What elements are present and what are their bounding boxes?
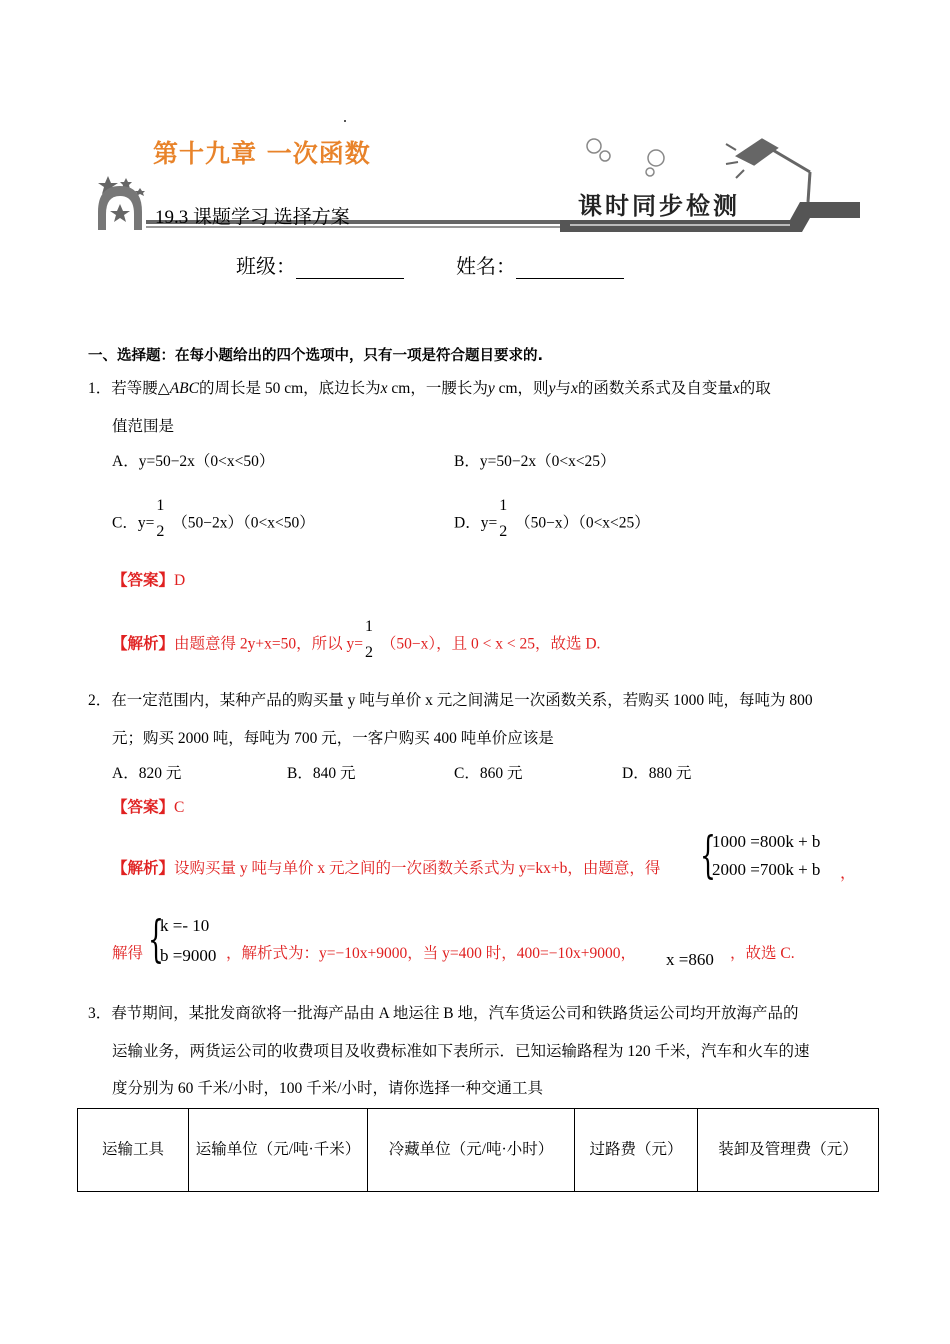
name-field[interactable]: [516, 256, 624, 279]
q2-option-b[interactable]: B．840 元: [287, 765, 356, 782]
fee-table: [77, 1108, 879, 1192]
fraction: 1 2: [156, 497, 165, 540]
q1-option-d[interactable]: D．y= 1 2 （50−x）（0<x<25）: [454, 497, 650, 540]
banner-title: 课时同步检测: [578, 191, 740, 220]
q2-option-a[interactable]: A．820 元: [112, 765, 182, 782]
part-title: 一、选择题：在每小题给出的四个选项中，只有一项是符合题目要求的.: [88, 348, 544, 364]
q1-option-b[interactable]: B．y=50−2x（0<x<25）: [454, 453, 616, 470]
table-row: [78, 1109, 879, 1192]
q2-option-d[interactable]: D．880 元: [622, 765, 692, 782]
q2-analysis: 【解析】设购买量 y 吨与单价 x 元之间的一次函数关系式为 y=kx+b，由题意，得: [112, 860, 661, 877]
bubble-icon: [587, 139, 664, 176]
fraction: 1 2: [499, 497, 508, 540]
q1-analysis: 【解析】由题意得 2y+x=50，所以 y= 1 2 （50−x），且 0 < x < 25，故选 D.: [112, 618, 601, 661]
q2-stem-line1: 2．在一定范围内，某种产品的购买量 y 吨与单价 x 元之间满足一次函数关系，若购买 1000 吨，每吨为 800: [88, 692, 813, 709]
table-header-cell: 冷藏单位（元/吨·小时）: [368, 1109, 575, 1192]
q2-solution-end: ，故选 C.: [730, 945, 795, 962]
q1-option-c[interactable]: C．y= 1 2 （50−2x）（0<x<50）: [112, 497, 315, 540]
class-label: 班级：: [236, 254, 296, 278]
q1-option-a[interactable]: A．y=50−2x（0<x<50）: [112, 453, 275, 470]
q2-solution: ，解析式为：y=−10x+9000，当 y=400 时，400=−10x+9000，: [226, 945, 636, 962]
q3-stem-line3: 度分别为 60 千米/小时，100 千米/小时，请你选择一种交通工具: [112, 1080, 543, 1097]
class-field[interactable]: [296, 256, 404, 279]
table-header-cell: 装卸及管理费（元）: [698, 1109, 879, 1192]
name-label: 姓名：: [456, 254, 516, 278]
q3-stem-line1: 3．春节期间，某批发商欲将一批海产品由 A 地运往 B 地，汽车货运公司和铁路货运公司均开放海产品的: [88, 1005, 799, 1022]
q2-stem-line2: 元；购买 2000 吨，每吨为 700 元，一客户购买 400 吨单价应该是: [112, 730, 554, 747]
solve-label: 解得: [112, 945, 144, 962]
section-title: 19.3 课题学习 选择方案: [155, 207, 350, 228]
q1-answer: 【答案】D: [112, 572, 186, 589]
table-header-cell: 运输单位（元/吨·千米）: [189, 1109, 368, 1192]
q2-option-c[interactable]: C．860 元: [454, 765, 523, 782]
q3-stem-line2: 运输业务，两货运公司的收费项目及收费标准如下表所示．已知运输路程为 120 千米，汽车和火车的速: [112, 1043, 810, 1060]
table-header-cell: 运输工具: [78, 1109, 189, 1192]
chapter-title: 第十九章 一次函数: [153, 139, 371, 168]
q2-x-value: x =860: [666, 950, 714, 969]
student-info-row: [236, 250, 624, 279]
q2-answer: 【答案】C: [112, 799, 185, 816]
table-header-cell: 过路费（元）: [575, 1109, 698, 1192]
q1-stem-line1: 1．若等腰△ABC的周长是 50 cm，底边长为x cm，一腰长为y cm，则y与x的函数关系式及自变量x的取: [88, 380, 771, 397]
fraction: 1 2: [365, 618, 373, 661]
q1-stem-line2: 值范围是: [112, 418, 175, 435]
